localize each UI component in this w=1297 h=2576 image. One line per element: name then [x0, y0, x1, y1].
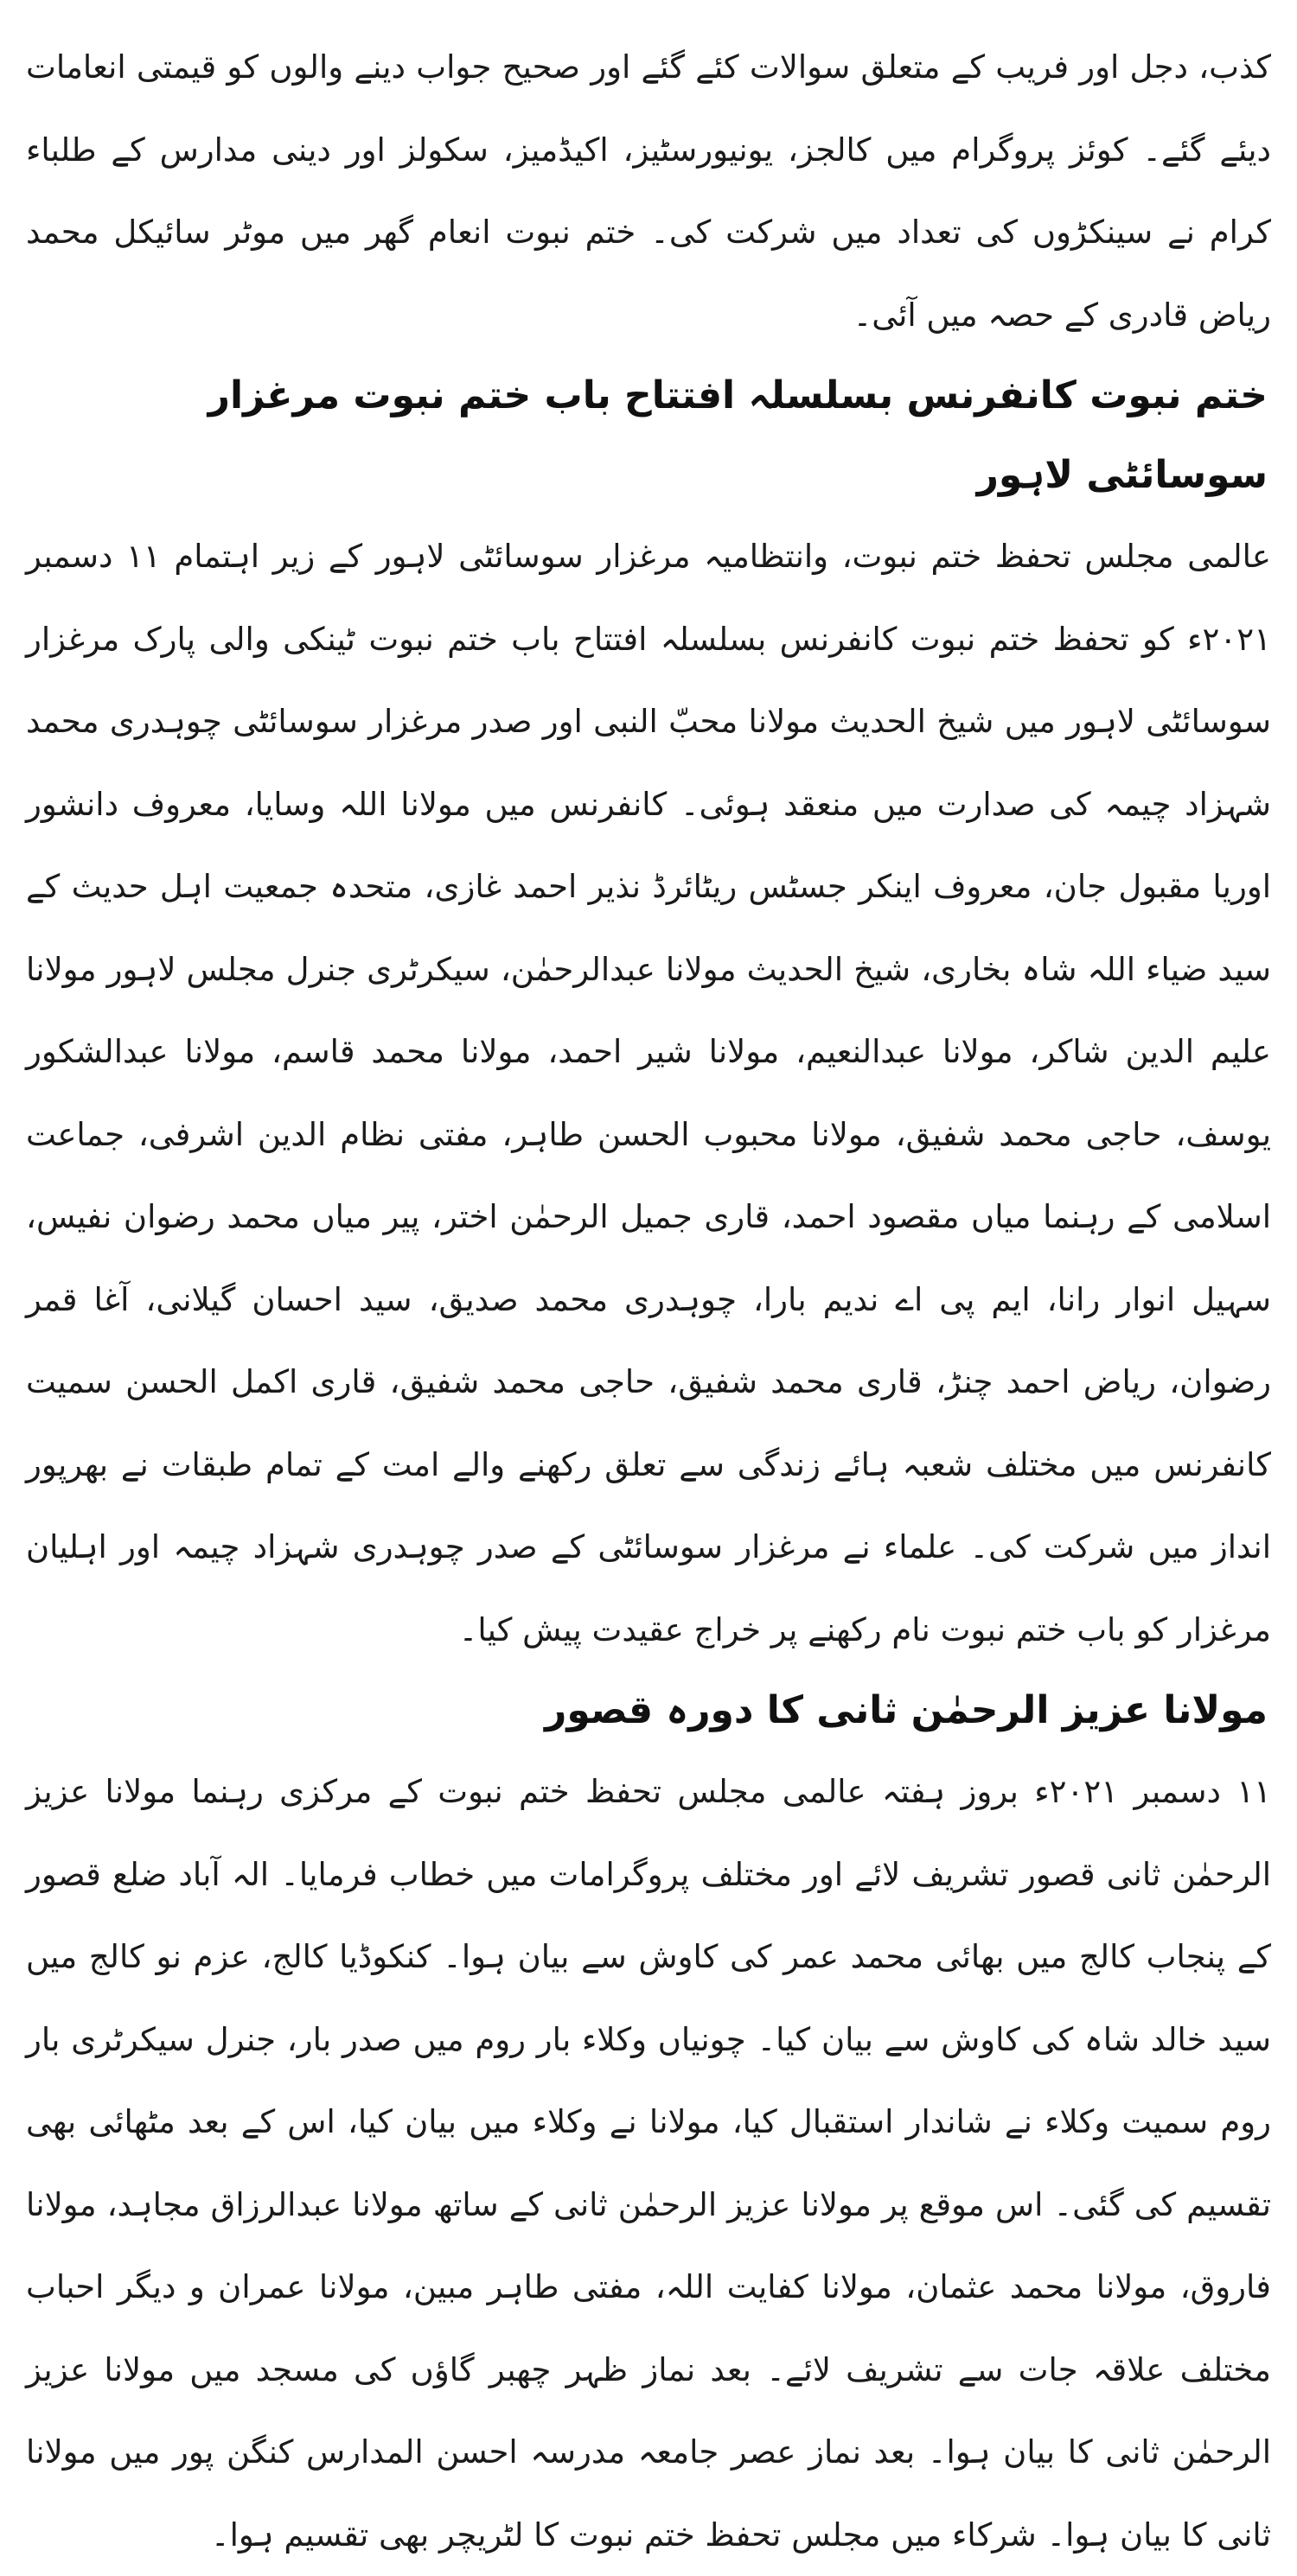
section1-heading: ختم نبوت کانفرنس بسلسلہ افتتاح باب ختم نبوت مرغزار سوسائٹی لاہور: [208, 373, 1268, 497]
intro-paragraph: کذب، دجل اور فریب کے متعلق سوالات کئے گئے اور صحیح جواب دینے والوں کو قیمتی انعامات دیئے گئے۔ کوئز پروگرام میں کالجز، یونیورسٹیز، اکیڈمیز، سکولز اور دینی مدارس کے طلباء کرام نے سینکڑوں کی تعداد میں شرکت کی۔ ختم نبوت انعام گھر میں موٹر سائیکل محمد ریاض قادری کے حصہ میں آئی۔: [26, 48, 1271, 334]
section2-paragraph: ۱۱ دسمبر ۲۰۲۱ء بروز ہفتہ عالمی مجلس تحفظ ختم نبوت کے مرکزی رہنما مولانا عزیز الرحمٰن ثانی قصور تشریف لائے اور مختلف پروگرامات میں خطاب فرمایا۔ الہ آباد ضلع قصور کے پنجاب کالج میں بھائی محمد عمر کی کاوش سے بیان ہوا۔ کنکوڈیا کالج، عزم نو کالج میں سید خالد شاہ کی کاوش سے بیان کیا۔ چونیاں وکلاء بار روم میں صدر بار، جنرل سیکرٹری بار روم سمیت وکلاء نے شاندار استقبال کیا، مولانا نے وکلاء میں بیان کیا، اس کے بعد مٹھائی بھی تقسیم کی گئی۔ اس موقع پر مولانا عزیز الرحمٰن ثانی کے ساتھ مولانا عبدالرزاق مجاہد، مولانا فاروق، مولانا محمد عثمان، مولانا کفایت اللہ، مفتی طاہر مبین، مولانا عمران و دیگر احباب مختلف علاقہ جات سے تشریف لائے۔ بعد نماز ظہر چھبر گاؤں کی مسجد میں مولانا عزیز الرحمٰن ثانی کا بیان ہوا۔ بعد نماز عصر جامعہ مدرسہ احسن المدارس کنگن پور میں مولانا ثانی کا بیان ہوا۔ شرکاء میں مجلس تحفظ ختم نبوت کا لٹریچر بھی تقسیم ہوا۔: [26, 1773, 1271, 2554]
section2-heading: مولانا عزیز الرحمٰن ثانی کا دورہ قصور: [545, 1688, 1268, 1732]
section1-paragraph: عالمی مجلس تحفظ ختم نبوت، وانتظامیہ مرغزار سوسائٹی لاہور کے زیر اہتمام ۱۱ دسمبر ۲۰۲۱ء کو تحفظ ختم نبوت کانفرنس بسلسلہ افتتاح باب ختم نبوت ٹینکی والی پارک مرغزار سوسائٹی لاہور میں شیخ الحدیث مولانا محبّ النبی اور صدر مرغزار سوسائٹی چوہدری محمد شہزاد چیمہ کی صدارت میں منعقد ہوئی۔ کانفرنس میں مولانا اللہ وسایا، معروف دانشور اوریا مقبول جان، معروف اینکر جسٹس ریٹائرڈ نذیر احمد غازی، متحدہ جمعیت اہل حدیث کے سید ضیاء اللہ شاہ بخاری، شیخ الحدیث مولانا عبدالرحمٰن، سیکرٹری جنرل مجلس لاہور مولانا علیم الدین شاکر، مولانا عبدالنعیم، مولانا شیر احمد، مولانا محمد قاسم، مولانا عبدالشکور یوسف، حاجی محمد شفیق، مولانا محبوب الحسن طاہر، مفتی نظام الدین اشرفی، جماعت اسلامی کے رہنما میاں مقصود احمد، قاری جمیل الرحمٰن اختر، پیر میاں محمد رضوان نفیس، سہیل انوار رانا، ایم پی اے ندیم بارا، چوہدری محمد صدیق، سید احسان گیلانی، آغا قمر رضوان، ریاض احمد چنڑ، قاری محمد شفیق، حاجی محمد شفیق، قاری اکمل الحسن سمیت کانفرنس میں مختلف شعبہ ہائے زندگی سے تعلق رکھنے والے امت کے تمام طبقات نے بھرپور انداز میں شرکت کی۔ علماء نے مرغزار سوسائٹی کے صدر چوہدری شہزاد چیمہ اور اہلیان مرغزار کو باب ختم نبوت نام رکھنے پر خراج عقیدت پیش کیا۔: [26, 538, 1271, 1648]
